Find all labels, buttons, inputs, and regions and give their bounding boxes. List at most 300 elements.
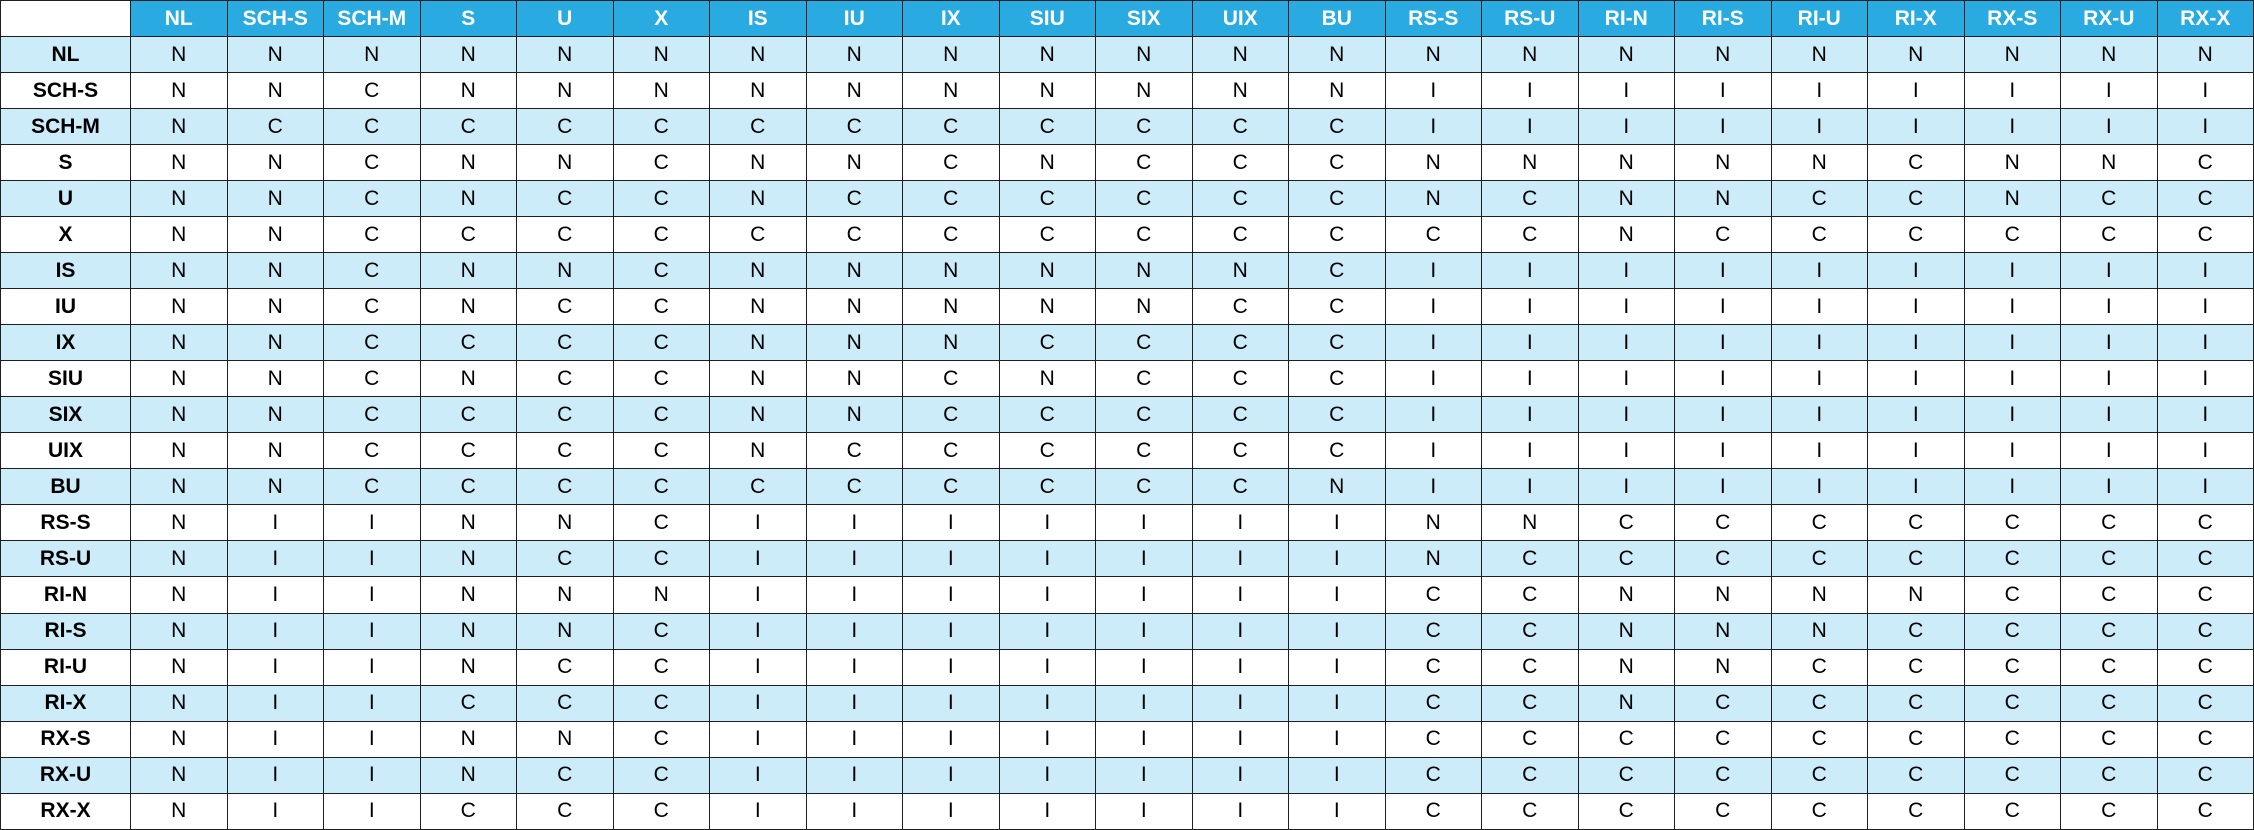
matrix-cell: N	[1096, 253, 1193, 289]
column-header: IU	[806, 1, 903, 37]
matrix-cell: I	[2157, 397, 2254, 433]
matrix-cell: I	[227, 505, 324, 541]
matrix-cell: C	[903, 109, 1000, 145]
matrix-cell: N	[1385, 37, 1482, 73]
matrix-cell: N	[613, 73, 710, 109]
matrix-cell: N	[131, 541, 228, 577]
matrix-cell: C	[1289, 289, 1386, 325]
matrix-cell: I	[1578, 433, 1675, 469]
matrix-cell: C	[999, 217, 1096, 253]
matrix-cell: I	[1385, 73, 1482, 109]
matrix-cell: C	[2061, 181, 2158, 217]
matrix-cell: C	[1771, 505, 1868, 541]
matrix-cell: I	[1096, 757, 1193, 793]
matrix-cell: C	[613, 325, 710, 361]
matrix-cell: N	[1964, 181, 2061, 217]
matrix-cell: N	[1868, 37, 1965, 73]
matrix-row	[1, 793, 2254, 829]
matrix-cell: C	[1192, 397, 1289, 433]
matrix-cell: C	[324, 469, 421, 505]
matrix-cell: N	[1964, 37, 2061, 73]
matrix-cell: I	[1868, 469, 1965, 505]
matrix-cell: I	[1964, 433, 2061, 469]
matrix-cell: C	[2061, 577, 2158, 613]
matrix-cell: N	[227, 253, 324, 289]
matrix-cell: C	[2061, 649, 2158, 685]
matrix-cell: N	[227, 145, 324, 181]
matrix-cell: I	[806, 721, 903, 757]
matrix-cell: C	[903, 145, 1000, 181]
matrix-cell: I	[1868, 433, 1965, 469]
matrix-cell: C	[999, 325, 1096, 361]
matrix-cell: I	[1482, 469, 1579, 505]
column-header: RS-S	[1385, 1, 1482, 37]
matrix-cell: I	[1868, 109, 1965, 145]
matrix-cell: I	[227, 721, 324, 757]
matrix-cell: I	[710, 721, 807, 757]
matrix-cell: C	[1868, 685, 1965, 721]
matrix-cell: C	[1964, 577, 2061, 613]
matrix-cell: N	[710, 37, 807, 73]
matrix-row	[1, 109, 2254, 145]
matrix-cell: I	[1289, 685, 1386, 721]
matrix-cell: C	[1868, 217, 1965, 253]
matrix-cell: I	[1096, 577, 1193, 613]
matrix-cell: C	[2157, 793, 2254, 829]
column-header: RI-N	[1578, 1, 1675, 37]
matrix-cell: I	[903, 685, 1000, 721]
matrix-cell: N	[806, 361, 903, 397]
matrix-cell: I	[710, 685, 807, 721]
matrix-cell: I	[2157, 73, 2254, 109]
matrix-cell: C	[1868, 145, 1965, 181]
matrix-cell: C	[806, 433, 903, 469]
matrix-cell: I	[227, 541, 324, 577]
matrix-cell: C	[420, 217, 517, 253]
matrix-row	[1, 217, 2254, 253]
matrix-cell: N	[517, 73, 614, 109]
matrix-cell: N	[1096, 73, 1193, 109]
matrix-cell: C	[2157, 757, 2254, 793]
matrix-cell: I	[999, 685, 1096, 721]
matrix-cell: C	[2061, 541, 2158, 577]
matrix-cell: C	[1964, 649, 2061, 685]
matrix-cell: C	[1964, 757, 2061, 793]
matrix-cell: I	[806, 757, 903, 793]
matrix-cell: I	[1868, 361, 1965, 397]
matrix-cell: N	[517, 613, 614, 649]
column-header: RS-U	[1482, 1, 1579, 37]
matrix-cell: N	[999, 253, 1096, 289]
matrix-cell: N	[2061, 37, 2158, 73]
matrix-row	[1, 433, 2254, 469]
matrix-cell: N	[131, 433, 228, 469]
row-header: S	[1, 145, 131, 181]
matrix-cell: C	[1096, 397, 1193, 433]
matrix-row	[1, 757, 2254, 793]
matrix-cell: N	[420, 541, 517, 577]
matrix-cell: I	[710, 649, 807, 685]
row-header: RX-U	[1, 757, 131, 793]
matrix-cell: N	[999, 37, 1096, 73]
matrix-cell: C	[517, 469, 614, 505]
matrix-cell: I	[1192, 577, 1289, 613]
matrix-cell: N	[710, 253, 807, 289]
matrix-cell: N	[903, 253, 1000, 289]
matrix-cell: I	[1096, 541, 1193, 577]
matrix-cell: C	[613, 253, 710, 289]
matrix-cell: N	[131, 109, 228, 145]
matrix-cell: C	[517, 181, 614, 217]
matrix-cell: I	[999, 793, 1096, 829]
matrix-cell: C	[613, 109, 710, 145]
matrix-cell: I	[2157, 325, 2254, 361]
matrix-cell: I	[1771, 469, 1868, 505]
matrix-cell: C	[1482, 541, 1579, 577]
matrix-cell: C	[613, 757, 710, 793]
matrix-cell: C	[1964, 217, 2061, 253]
matrix-cell: N	[1385, 145, 1482, 181]
matrix-cell: C	[517, 217, 614, 253]
matrix-cell: C	[1482, 793, 1579, 829]
matrix-cell: N	[710, 361, 807, 397]
matrix-cell: I	[1482, 361, 1579, 397]
matrix-cell: I	[2061, 433, 2158, 469]
matrix-cell: C	[517, 361, 614, 397]
matrix-cell: I	[903, 649, 1000, 685]
matrix-cell: C	[1964, 541, 2061, 577]
matrix-cell: N	[710, 73, 807, 109]
matrix-cell: C	[517, 433, 614, 469]
matrix-cell: N	[420, 253, 517, 289]
matrix-cell: N	[1289, 73, 1386, 109]
corner-cell	[1, 1, 131, 37]
matrix-cell: N	[806, 253, 903, 289]
matrix-cell: C	[2157, 217, 2254, 253]
matrix-cell: N	[1578, 649, 1675, 685]
matrix-cell: N	[806, 289, 903, 325]
matrix-cell: C	[1675, 793, 1772, 829]
matrix-cell: I	[1578, 289, 1675, 325]
matrix-cell: I	[1289, 505, 1386, 541]
matrix-cell: C	[613, 685, 710, 721]
column-header: SIU	[999, 1, 1096, 37]
matrix-cell: C	[420, 793, 517, 829]
matrix-cell: I	[903, 793, 1000, 829]
matrix-cell: N	[1964, 145, 2061, 181]
matrix-cell: C	[1385, 649, 1482, 685]
row-header: RI-N	[1, 577, 131, 613]
matrix-row	[1, 649, 2254, 685]
matrix-cell: C	[324, 397, 421, 433]
matrix-cell: C	[999, 397, 1096, 433]
matrix-cell: I	[1096, 649, 1193, 685]
matrix-cell: C	[1578, 721, 1675, 757]
matrix-cell: I	[1289, 541, 1386, 577]
matrix-cell: I	[2061, 397, 2158, 433]
matrix-cell: C	[420, 433, 517, 469]
matrix-cell: C	[1578, 793, 1675, 829]
matrix-cell: I	[1578, 397, 1675, 433]
matrix-cell: C	[1482, 721, 1579, 757]
row-header: RI-U	[1, 649, 131, 685]
matrix-cell: C	[2157, 541, 2254, 577]
matrix-cell: I	[324, 577, 421, 613]
matrix-cell: C	[613, 505, 710, 541]
row-header: IU	[1, 289, 131, 325]
matrix-cell: I	[1385, 289, 1482, 325]
matrix-cell: I	[1385, 469, 1482, 505]
matrix-cell: N	[1675, 37, 1772, 73]
matrix-cell: I	[1192, 793, 1289, 829]
matrix-cell: I	[1482, 109, 1579, 145]
matrix-cell: I	[710, 577, 807, 613]
matrix-cell: I	[1385, 397, 1482, 433]
matrix-cell: I	[1964, 73, 2061, 109]
matrix-cell: C	[1964, 505, 2061, 541]
matrix-cell: N	[1868, 577, 1965, 613]
matrix-cell: C	[517, 685, 614, 721]
matrix-cell: C	[1868, 541, 1965, 577]
matrix-cell: I	[806, 505, 903, 541]
row-header: X	[1, 217, 131, 253]
matrix-body	[1, 37, 2254, 830]
matrix-cell: N	[131, 685, 228, 721]
matrix-cell: C	[324, 109, 421, 145]
column-header: IX	[903, 1, 1000, 37]
matrix-cell: N	[131, 253, 228, 289]
matrix-cell: I	[1192, 721, 1289, 757]
matrix-cell: N	[1482, 145, 1579, 181]
matrix-cell: C	[1096, 325, 1193, 361]
matrix-cell: C	[1578, 757, 1675, 793]
matrix-cell: I	[1289, 757, 1386, 793]
matrix-cell: I	[1675, 433, 1772, 469]
matrix-cell: N	[131, 757, 228, 793]
matrix-cell: C	[1289, 433, 1386, 469]
matrix-cell: C	[1482, 649, 1579, 685]
matrix-cell: I	[1385, 433, 1482, 469]
matrix-cell: N	[1771, 37, 1868, 73]
matrix-cell: C	[1289, 217, 1386, 253]
matrix-cell: I	[227, 685, 324, 721]
matrix-cell: C	[1192, 289, 1289, 325]
matrix-cell: C	[1964, 793, 2061, 829]
matrix-cell: N	[1578, 37, 1675, 73]
matrix-cell: N	[1385, 181, 1482, 217]
matrix-cell: N	[1675, 649, 1772, 685]
matrix-cell: N	[710, 181, 807, 217]
matrix-cell: C	[2061, 505, 2158, 541]
matrix-cell: I	[710, 541, 807, 577]
matrix-cell: C	[324, 181, 421, 217]
matrix-cell: I	[1771, 397, 1868, 433]
matrix-cell: I	[324, 505, 421, 541]
matrix-cell: I	[1771, 253, 1868, 289]
matrix-cell: C	[1868, 793, 1965, 829]
matrix-cell: C	[420, 397, 517, 433]
matrix-cell: C	[1385, 685, 1482, 721]
matrix-cell: N	[710, 289, 807, 325]
row-header: RS-U	[1, 541, 131, 577]
matrix-cell: C	[1192, 109, 1289, 145]
matrix-cell: I	[903, 505, 1000, 541]
matrix-cell: I	[227, 793, 324, 829]
matrix-cell: C	[517, 109, 614, 145]
matrix-cell: I	[999, 721, 1096, 757]
matrix-cell: I	[999, 613, 1096, 649]
matrix-cell: I	[1675, 469, 1772, 505]
matrix-cell: N	[420, 505, 517, 541]
matrix-cell: I	[1771, 109, 1868, 145]
matrix-cell: C	[1771, 793, 1868, 829]
matrix-cell: C	[324, 289, 421, 325]
matrix-cell: C	[613, 217, 710, 253]
matrix-cell: C	[1096, 217, 1193, 253]
matrix-cell: I	[2061, 325, 2158, 361]
matrix-cell: C	[1868, 757, 1965, 793]
matrix-cell: I	[324, 613, 421, 649]
matrix-cell: C	[1385, 793, 1482, 829]
matrix-cell: I	[2157, 253, 2254, 289]
matrix-cell: I	[1675, 325, 1772, 361]
header-row	[1, 1, 2254, 37]
matrix-row	[1, 37, 2254, 73]
matrix-cell: I	[1675, 253, 1772, 289]
matrix-cell: N	[420, 721, 517, 757]
matrix-cell: C	[1289, 253, 1386, 289]
row-header: SIU	[1, 361, 131, 397]
matrix-cell: I	[1964, 361, 2061, 397]
matrix-cell: N	[517, 577, 614, 613]
matrix-cell: C	[903, 433, 1000, 469]
matrix-cell: I	[2061, 289, 2158, 325]
matrix-cell: C	[613, 181, 710, 217]
column-header: U	[517, 1, 614, 37]
matrix-cell: I	[1385, 361, 1482, 397]
matrix-cell: N	[710, 325, 807, 361]
matrix-cell: N	[227, 397, 324, 433]
matrix-cell: N	[131, 181, 228, 217]
matrix-cell: C	[1578, 505, 1675, 541]
matrix-cell: C	[517, 793, 614, 829]
matrix-cell: C	[2061, 217, 2158, 253]
matrix-cell: C	[1385, 721, 1482, 757]
matrix-cell: I	[1482, 433, 1579, 469]
matrix-cell: N	[131, 325, 228, 361]
matrix-cell: N	[806, 37, 903, 73]
matrix-cell: N	[131, 217, 228, 253]
matrix-cell: I	[1482, 289, 1579, 325]
matrix-cell: N	[1675, 577, 1772, 613]
row-header: NL	[1, 37, 131, 73]
matrix-cell: I	[1964, 397, 2061, 433]
matrix-cell: N	[131, 505, 228, 541]
matrix-cell: C	[1868, 181, 1965, 217]
matrix-cell: N	[131, 73, 228, 109]
matrix-cell: I	[227, 649, 324, 685]
matrix-cell: C	[324, 145, 421, 181]
matrix-cell: C	[1289, 145, 1386, 181]
matrix-cell: N	[420, 577, 517, 613]
matrix-cell: I	[903, 757, 1000, 793]
matrix-cell: C	[710, 217, 807, 253]
matrix-cell: C	[1482, 181, 1579, 217]
matrix-cell: C	[806, 469, 903, 505]
matrix-cell: N	[1096, 37, 1193, 73]
matrix-cell: C	[517, 325, 614, 361]
matrix-cell: I	[324, 649, 421, 685]
matrix-cell: N	[1385, 541, 1482, 577]
matrix-cell: C	[2061, 721, 2158, 757]
matrix-cell: N	[806, 145, 903, 181]
matrix-cell: I	[1675, 109, 1772, 145]
matrix-cell: I	[903, 613, 1000, 649]
matrix-row	[1, 469, 2254, 505]
matrix-cell: C	[517, 649, 614, 685]
matrix-cell: I	[1482, 325, 1579, 361]
matrix-cell: I	[1771, 433, 1868, 469]
matrix-cell: C	[1771, 649, 1868, 685]
matrix-cell: N	[903, 73, 1000, 109]
matrix-cell: N	[227, 73, 324, 109]
matrix-cell: N	[131, 721, 228, 757]
matrix-cell: C	[613, 613, 710, 649]
row-header: IS	[1, 253, 131, 289]
matrix-cell: I	[806, 793, 903, 829]
matrix-cell: N	[517, 37, 614, 73]
matrix-cell: C	[613, 145, 710, 181]
matrix-cell: I	[2157, 433, 2254, 469]
column-header: RI-U	[1771, 1, 1868, 37]
matrix-cell: C	[903, 217, 1000, 253]
matrix-cell: I	[1289, 577, 1386, 613]
matrix-cell: C	[1675, 541, 1772, 577]
matrix-cell: C	[1096, 469, 1193, 505]
matrix-cell: C	[2061, 757, 2158, 793]
matrix-cell: I	[710, 757, 807, 793]
row-header: SCH-S	[1, 73, 131, 109]
matrix-row	[1, 73, 2254, 109]
matrix-cell: I	[1675, 289, 1772, 325]
matrix-cell: C	[2061, 613, 2158, 649]
matrix-cell: C	[1192, 433, 1289, 469]
matrix-cell: I	[999, 757, 1096, 793]
matrix-cell: N	[1578, 577, 1675, 613]
matrix-cell: I	[1096, 685, 1193, 721]
column-header: RI-X	[1868, 1, 1965, 37]
matrix-cell: N	[806, 397, 903, 433]
matrix-cell: C	[2157, 181, 2254, 217]
matrix-cell: C	[1675, 685, 1772, 721]
matrix-cell: N	[1578, 145, 1675, 181]
matrix-cell: N	[1771, 577, 1868, 613]
matrix-cell: I	[227, 757, 324, 793]
matrix-cell: I	[2157, 289, 2254, 325]
matrix-cell: N	[420, 145, 517, 181]
matrix-cell: I	[1385, 253, 1482, 289]
matrix-cell: N	[517, 505, 614, 541]
matrix-cell: I	[1964, 109, 2061, 145]
matrix-cell: N	[420, 361, 517, 397]
matrix-cell: I	[227, 613, 324, 649]
matrix-cell: I	[1675, 397, 1772, 433]
matrix-cell: C	[1771, 217, 1868, 253]
matrix-cell: C	[613, 469, 710, 505]
matrix-cell: I	[1192, 505, 1289, 541]
matrix-cell: N	[710, 145, 807, 181]
matrix-cell: C	[999, 433, 1096, 469]
